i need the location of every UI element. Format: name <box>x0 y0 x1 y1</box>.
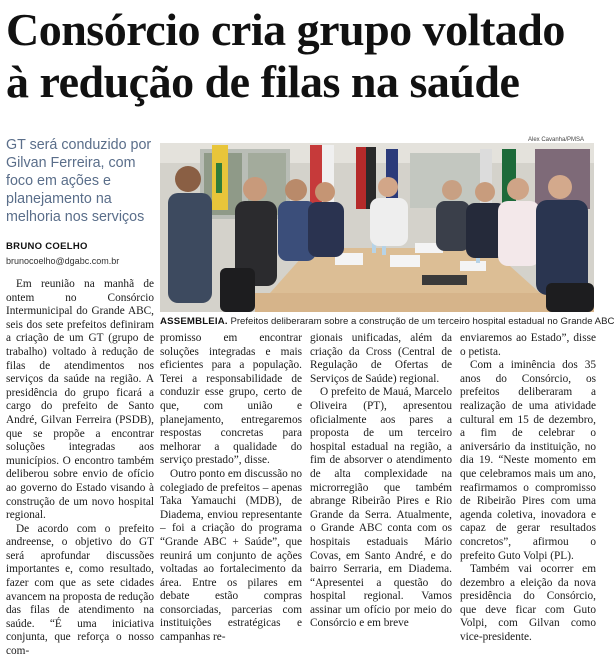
article-column-4 <box>460 332 596 645</box>
article-column-3 <box>310 332 452 631</box>
deck-subtitle: GT será conduzido por Gilvan Ferreira, com foco em ações e planejamento na melhoria nos serviços <box>6 137 152 225</box>
headline <box>6 4 596 108</box>
paragraph: Com a iminência dos 35 anos do Consórcio, os prefeitos deliberaram a realização de uma atividade cultural em 15 de dezembro, a fim de celebrar o aniversário da instituição, no dia 19. “Neste momento em que celebramos mais um ano, reafirmamos o compromisso de Ribeirão Pires com uma agenda coletiva, inovadora e capaz de gerar resultados concretos”, afirmou o prefeito Guto Volpi (PL). <box>460 359 596 562</box>
photo-caption <box>160 316 614 327</box>
byline-email[interactable]: brunocoelho@dgabc.com.br <box>6 256 120 266</box>
paragraph: Também vai ocorrer em dezembro a eleição da nova presidência do Consórcio, que deve ficar com Guto Volpi, com Gilvan como vice-presidente. <box>460 563 596 644</box>
caption-kicker: ASSEMBLEIA. <box>160 316 228 327</box>
paragraph: Outro ponto em discussão no colegiado de prefeitos – apenas Taka Yamauchi (MDB), de Diadema, enviou representante – foi a criação do programa “Grande ABC + Saúde”, que reunirá um conjunto de ações voltadas ao fortalecimento da área. Entre os pilares em debate estão compras consorciadas, parcerias com instituições estratégicas e campanhas re- <box>160 467 302 644</box>
article-column-1 <box>6 278 154 659</box>
caption-text: Prefeitos deliberaram sobre a construção de um terceiro hospital estadual no Grande ABC <box>230 316 614 327</box>
photo-credit: Alex Cavanha/PMSA <box>528 137 585 143</box>
paragraph-continued: enviaremos ao Estado”, disse o petista. <box>460 332 596 358</box>
paragraph: Em reunião na manhã de ontem no Consórcio Intermunicipal do Grande ABC, seis dos sete prefeitos definiram a criação de um GT (grupo de trabalho) voltado à redução de filas de atendimentos nos serviços da saúde na região. A presidência do grupo ficará a cargo do prefeito de Santo André, Gilvan Ferreira (PSDB), que se propõe a encontrar soluções integradas aos municípios. O encontro também deliberou sobre envio de ofício ao governo do Estado visando à construção de um novo hospital regional. <box>6 278 154 522</box>
headline-line-1: Consórcio cria grupo voltado <box>6 4 565 55</box>
byline-author: BRUNO COELHO <box>6 241 88 252</box>
paragraph: O prefeito de Mauá, Marcelo Oliveira (PT), apresentou oficialmente aos pares a proposta de um terceiro hospital estadual na região, a fim de absorver o atendimento de alta complexidade na microrregião que também abrange Ribeirão Pires e Rio Grande da Serra. Atualmente, o Grande ABC conta com os hospitais estaduais Mário Covas, em Santo André, e do bairro Serraria, em Diadema. “Apresentei a questão do hospital regional. Vamos assinar um ofício por meio do Consórcio e em breve <box>310 386 452 630</box>
article-column-2 <box>160 332 302 645</box>
headline-line-2: à redução de filas na saúde <box>6 56 520 107</box>
paragraph-continued: gionais unificadas, além da criação da Cross (Central de Regulação de Ofertas de Serviços de Saúde) regional. <box>310 332 452 385</box>
paragraph: De acordo com o prefeito andreense, o objetivo do GT será aprofundar discussões importantes e, como resultado, fazer com que as sete cidades avancem na proposta de redução das filas de atendimento na saúde. “É uma iniciativa conjunta, que reforça o nosso com- <box>6 522 154 658</box>
news-photo <box>160 143 594 312</box>
paragraph-continued: promisso em encontrar soluções integradas e mais eficientes para a população. Terei a responsabilidade de conduzir esse grupo, certo de que, com união e planejamento, entregaremos respostas concretas para melhorar a qualidade do serviço prestado”, disse. <box>160 332 302 467</box>
